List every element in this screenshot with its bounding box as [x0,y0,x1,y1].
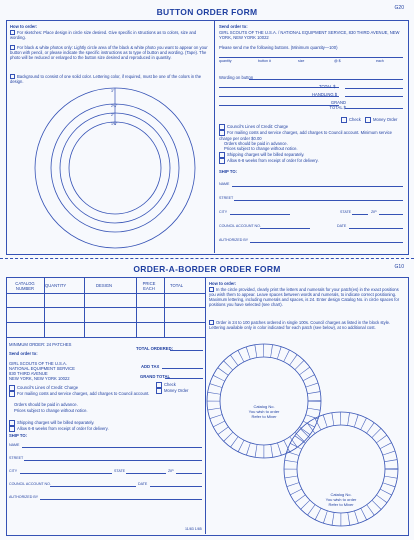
col-button: button # [258,59,271,63]
add-tax-label: ADD TAX [141,364,160,369]
city-label: CITY [9,469,18,473]
city-field[interactable] [230,214,290,215]
street-field[interactable] [24,460,202,461]
col-each: each [376,59,384,63]
checkbox[interactable] [219,158,225,164]
circle-label-line: Refer to Mixer [328,502,354,507]
col-quantity: QUANTITY [45,283,67,288]
send-order-address: GIRL SCOUTS OF THE U.S.A. / NATIONAL EQUIPMENT SERVICE, 830 THIRD AVENUE, NEW YORK, NEW YORK 10022 [219,30,400,40]
instruction-background [10,74,210,84]
zip-field[interactable] [176,473,202,474]
council-account-field[interactable] [260,228,310,229]
ship-to-heading: SHIP TO: [219,169,237,174]
authorized-by-field[interactable] [250,242,403,243]
instruction-sketches [10,30,210,40]
address-line-4: NEW YORK, NEW YORK 10022 [9,376,70,381]
size-label-2in: 2" [111,113,115,117]
grand-total-field[interactable] [345,108,403,109]
ship-to-heading: SHIP TO: [9,433,27,438]
order-line[interactable] [219,57,403,58]
col-size: size [298,59,305,63]
total-ordered-label: TOTAL ORDERED: [136,346,173,351]
state-label: STATE [340,210,352,214]
option-text: Shipping charges will be billed separately. [227,152,305,158]
how-to-order-heading: How to order: [10,24,38,29]
city-label: CITY [219,210,228,214]
wording-field-4[interactable] [219,105,339,106]
instruction-text: For black & white photos only: Lightly circle area of the black & white photo you want to appear on your button with pencil, or please indicate the specific instructions as to type of button and wording. (Tape). The photo will be reduced or enlarged to the button size desired and reproduced in quantity. [10,45,208,61]
grand-total-label: GRAND TOTAL $ [329,100,346,110]
instruction-text: Order in 24 to 100 patches ordered in single 100s. Council charges as listed in the block style. Lettering available only in color indicated for each patch (see below), at no additional cost. [209,320,391,331]
cut-line [0,258,414,259]
address-line-1: GIRL SCOUTS OF THE U.S.A. [9,361,67,366]
name-label: NAME [9,443,20,447]
circle-label-line: Catalog No. [253,404,275,409]
money-order-label: Money Order [164,388,189,394]
option-text: Allow 6-8 weeks from receipt of order for delivery. [17,426,109,432]
state-field[interactable] [126,473,166,474]
option-text: For mailing costs and service charges, add charges to Council account. [17,391,150,397]
authorized-by-label: AUTHORIZED BY [9,495,39,499]
checkbox[interactable] [9,391,15,397]
col-price-each: PRICE EACH [142,281,156,291]
wording-field[interactable] [249,79,403,80]
border-option-mailing[interactable] [9,391,154,397]
checkbox[interactable] [365,117,371,123]
table-row-rule [6,307,205,308]
instruction-text: Background to consist of one solid color. Lettering color, if required, must be one of the colors in the design. [10,74,202,85]
zip-label: ZIP [371,210,377,214]
circle-2in [60,113,170,223]
border-how-to-order-heading: How to order: [209,281,237,286]
total-ordered-field[interactable] [170,350,203,351]
border-option-prices: Prices subject to change without notice. [14,408,88,413]
option-mailing[interactable] [219,130,399,141]
footer-code: 11/83 1/85 [185,527,202,531]
money-order-option[interactable] [365,117,397,123]
border-form-code: G10 [394,264,404,270]
zip-label: ZIP [168,469,174,473]
circle-1-label [244,404,284,419]
table-row-rule [6,322,205,323]
minimum-order: MINIMUM ORDER: 24 PATCHES [9,342,72,347]
handling-label: HANDLING $ [312,92,338,97]
date-field[interactable] [150,486,202,487]
ring-circle-1 [207,344,321,458]
circle-2-label [321,492,361,507]
state-field[interactable] [352,214,368,215]
money-order-option[interactable] [156,388,188,394]
border-option-delivery[interactable] [9,426,199,432]
circle-label-line: Refer to Mixer [251,414,277,419]
checkbox[interactable] [9,426,15,432]
zip-field[interactable] [379,214,403,215]
col-price: @ $ [334,59,341,63]
button-form-title: BUTTON ORDER FORM [156,7,258,17]
button-form-divider [214,20,215,253]
option-text: Shipping charges will be billed separately. [17,420,95,426]
date-label: DATE [138,482,148,486]
border-form-title: ORDER-A-BORDER ORDER FORM [133,264,281,274]
table-header-rule [6,293,205,294]
name-field[interactable] [232,186,403,187]
size-label-3in: 3" [111,89,115,93]
circle-1-75in [69,122,161,214]
handling-field[interactable] [345,96,403,97]
ring-circle-2 [284,412,398,526]
send-order-to-heading: Send order to: [219,24,248,29]
address-line-2: NATIONAL EQUIPMENT SERVICE [9,366,75,371]
send-order-to-heading: Send order to: [9,351,38,356]
street-field[interactable] [234,200,403,201]
table-col-rule [164,277,165,337]
authorized-by-label: AUTHORIZED BY [219,238,249,242]
council-account-label: COUNCIL ACCOUNT NO. [9,482,51,486]
option-text: Council's Lines of Credit: Charge [227,124,289,130]
circle-label-line: Catalog No. [330,492,352,497]
instruction-text: In the circle provided, clearly print the letters and numerals for your patch(es) in the exact positions you wish them to appear. Leave spaces between words and numerals, to indicate correct positioning. Maximum lettering, including numerals and spaces, is 24. Enter design Catalog No. in circle spaces for positions you have selected (see chart). [209,287,400,308]
check-label: Check [164,382,176,388]
option-prices: Prices subject to change without notice. [224,146,298,151]
address-line-3: 830 THIRD AVENUE [9,371,48,376]
option-text: Council's Lines of Credit: Charge [17,385,79,391]
instruction-photos [10,45,210,60]
col-design: DESIGN [96,283,113,288]
date-field[interactable] [349,228,403,229]
name-label: NAME [219,182,230,186]
checkbox[interactable] [156,388,162,394]
city-field[interactable] [20,473,112,474]
check-option[interactable] [341,117,361,123]
state-label: STATE [114,469,126,473]
wording-label: Wording on button [219,75,254,80]
council-account-field[interactable] [50,486,136,487]
border-option-advance: Orders should be paid in advance. [14,402,78,407]
option-advance: Orders should be paid in advance. [224,141,288,146]
table-row-rule [6,337,205,338]
size-label-2-25in: 2¼" [111,104,118,108]
border-instruction-1 [209,287,403,307]
border-circles [206,338,406,534]
name-field[interactable] [22,447,202,448]
please-send-line: Please send me the following buttons. (Minimum quantity—100) [219,45,338,50]
table-col-rule [84,277,85,337]
grand-total-label: GRAND TOTAL [140,374,171,379]
circle-label-line: You wish to order [248,409,280,414]
money-order-label: Money Order [373,117,398,123]
grand-total-field[interactable] [165,378,203,379]
council-account-label: COUNCIL ACCOUNT NO. [219,224,261,228]
col-quantity: quantity [219,59,232,63]
check-label: Check [349,117,361,123]
option-delivery[interactable] [219,158,399,164]
street-label: STREET [9,456,24,460]
option-text: For mailing costs and service charges, add charges to Council account. Minimum service charge per order $0.00 [219,130,393,141]
street-label: STREET [219,196,234,200]
authorized-by-field[interactable] [40,499,202,500]
col-total: TOTAL [170,283,184,288]
option-text: Allow 6-8 weeks from receipt of order for delivery. [227,158,319,164]
border-instruction-2 [209,320,403,330]
date-label: DATE [337,224,347,228]
total-field[interactable] [345,88,403,89]
size-label-1-75in: 1¾" [111,122,118,126]
add-tax-field[interactable] [162,368,203,369]
form-code: G20 [394,5,404,11]
total-label: TOTAL $ [319,84,336,89]
instruction-text: For sketches: Place design in circle size desired. Give specific in structions as to colors, size and wording. [10,30,197,41]
col-catalog-number: CATALOG NUMBER [15,281,35,291]
button-size-circles [20,85,210,250]
checkbox[interactable] [341,117,347,123]
circle-label-line: You wish to order [325,497,357,502]
